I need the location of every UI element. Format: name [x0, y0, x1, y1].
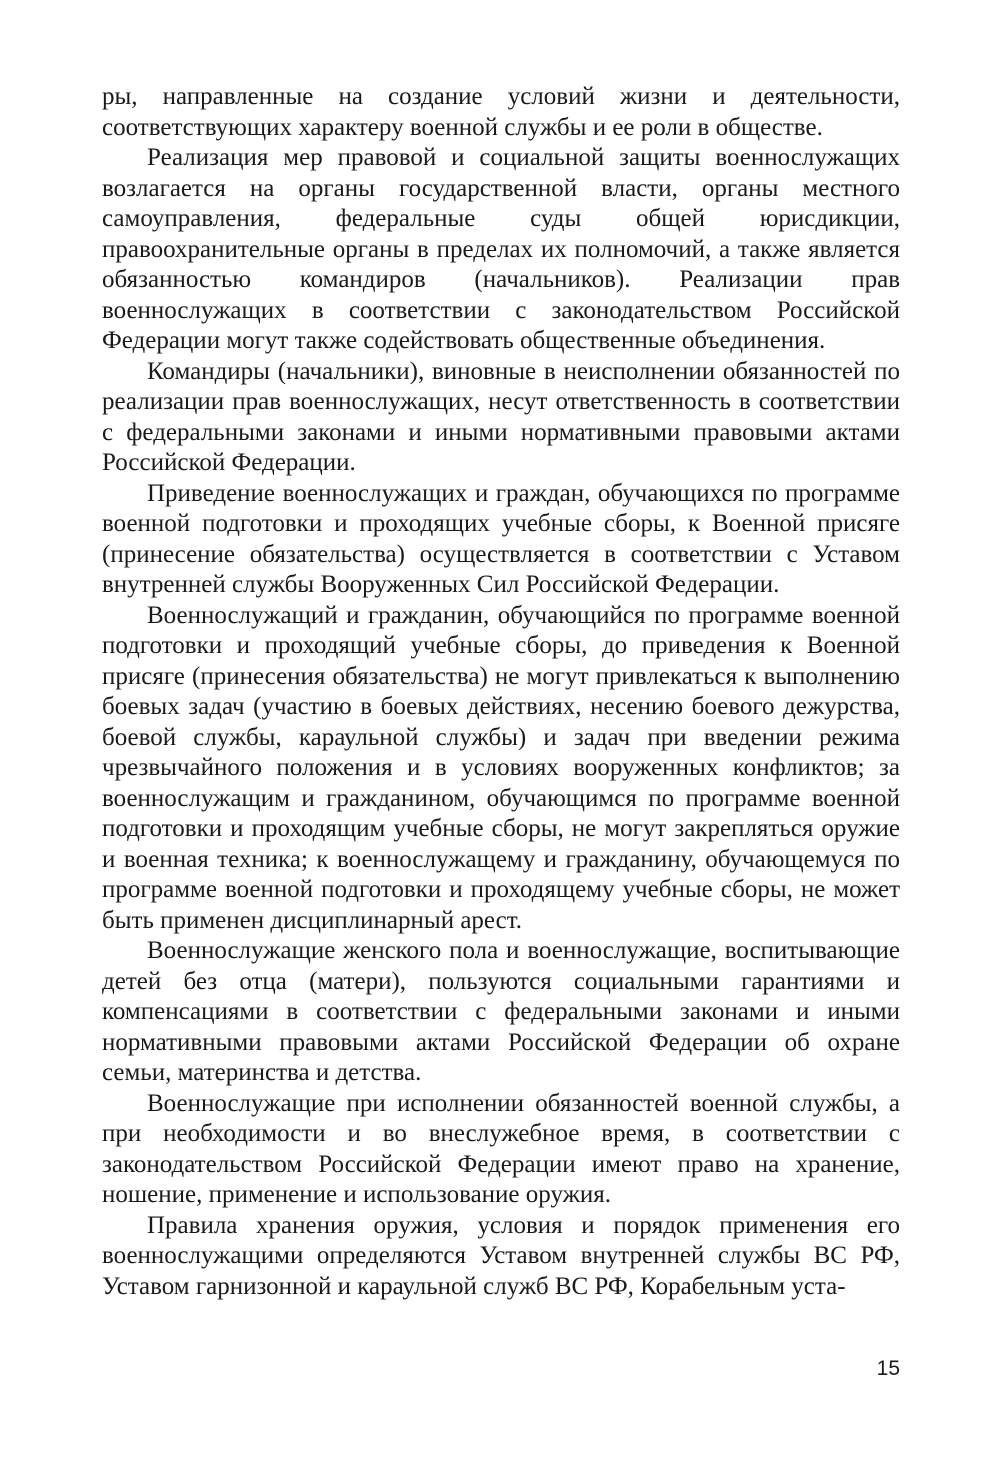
paragraph-military-oath: Приведение военнослужащих и граждан, обучающихся по программе военной подготовки и проходящих учебные сборы, к Военной присяге (принесение обязательства) осуществляется в соответствии с Уставом внутренней службы Вооруженных Сил Российской Федерации.: [102, 479, 900, 598]
paragraph-continuation: ры, направленные на создание условий жизни и деятельности, соответствующих характеру военной службы и ее роли в обществе.: [102, 83, 900, 141]
page-body: [102, 82, 900, 1302]
paragraph-commanders-responsibility: Командиры (начальники), виновные в неисполнении обязанностей по реализации прав военнослужащих, несут ответственность в соответствии с федеральными законами и иными нормативными правовыми актами Российской Федерации.: [102, 357, 900, 476]
paragraph-weapons-right: Военнослужащие при исполнении обязанностей военной службы, а при необходимости и во внеслужебное время, в соответствии с законодательством Российской Федерации имеют право на хранение, ношение, применение и использование оружия.: [102, 1089, 900, 1208]
paragraph-protection-measures: Реализация мер правовой и социальной защиты военнослужащих возлагается на органы государственной власти, органы местного самоуправления, федеральные суды общей юрисдикции, правоохранительные органы в пределах их полномочий, а также является обязанностью командиров (начальников). Реализации прав военнослужащих в соответствии с законодательством Российской Федерации могут также содействовать общественные объединения.: [102, 144, 900, 354]
page-number: 15: [876, 1357, 900, 1380]
paragraph-weapons-rules: Правила хранения оружия, условия и порядок применения его военнослужащими определяются Уставом внутренней службы ВС РФ, Уставом гарнизонной и караульной служб ВС РФ, Корабельным уста-: [102, 1211, 900, 1300]
paragraph-female-servicemembers: Военнослужащие женского пола и военнослужащие, воспитывающие детей без отца (матери), пользуются социальными гарантиями и компенсациями в соответствии с федеральными законами и иными нормативными правовыми актами Российской Федерации об охране семьи, материнства и детства.: [102, 937, 900, 1086]
paragraph-before-oath-restrictions: Военнослужащий и гражданин, обучающийся по программе военной подготовки и проходящий учебные сборы, до приведения к Военной присяге (принесения обязательства) не могут привлекаться к выполнению боевых задач (участию в боевых действиях, несению боевого дежурства, боевой службы, караульной службы) и задач при введении режима чрезвычайного положения и в условиях вооруженных конфликтов; за военнослужащим и гражданином, обучающимся по программе военной подготовки и проходящим учебные сборы, не могут закрепляться оружие и военная техника; к военнослужащему и гражданину, обучающемуся по программе военной подготовки и проходящему учебные сборы, не может быть применен дисциплинарный арест.: [102, 601, 900, 934]
